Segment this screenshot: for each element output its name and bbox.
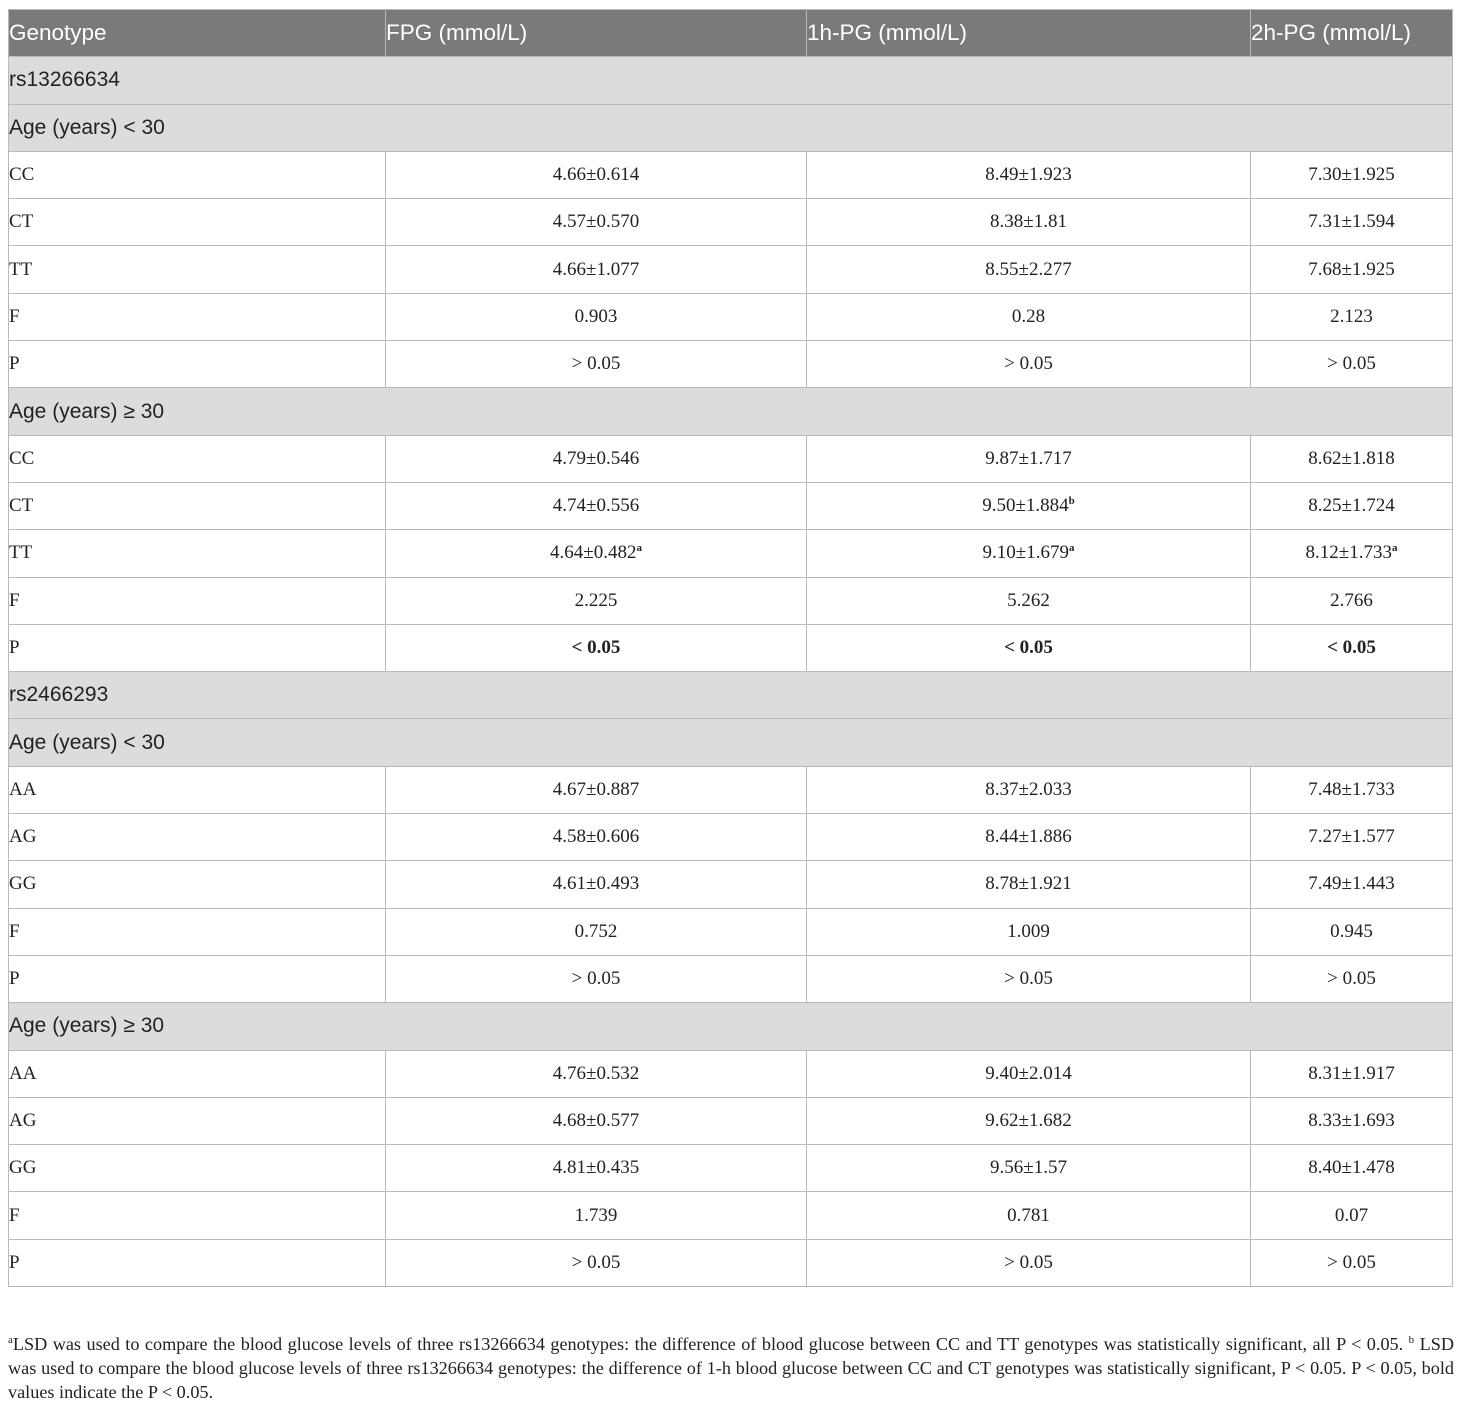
cell-value: > 0.05	[1004, 353, 1053, 375]
cell-value: 4.66±0.614	[552, 164, 640, 186]
cell-2h-pg	[1251, 861, 1453, 908]
table-row	[9, 577, 1453, 624]
row-label: P	[9, 1239, 386, 1286]
cell-value: 4.76±0.532	[552, 1062, 640, 1084]
cell-value: 9.50±1.884	[982, 495, 1069, 517]
cell-value: 2.225	[574, 589, 618, 611]
cell-value: 8.62±1.818	[1308, 447, 1395, 469]
cell-2h-pg	[1251, 955, 1453, 1002]
age-subgroup-row	[9, 1003, 1453, 1050]
table-row	[9, 1239, 1453, 1286]
cell-1h-pg	[807, 199, 1251, 246]
cell-fpg	[386, 1145, 807, 1192]
cell-value: 8.49±1.923	[985, 164, 1072, 186]
table-row	[9, 814, 1453, 861]
cell-2h-pg	[1251, 1050, 1453, 1097]
cell-value: 8.31±1.917	[1308, 1062, 1395, 1084]
cell-fpg	[386, 955, 807, 1002]
row-label: AG	[9, 1097, 386, 1144]
cell-fpg	[386, 341, 807, 388]
table-row	[9, 151, 1453, 198]
table-footnote	[8, 1332, 1454, 1404]
cell-value: 7.30±1.925	[1308, 164, 1395, 186]
snp-section-row	[9, 57, 1453, 104]
table-row	[9, 766, 1453, 813]
cell-value: 2.123	[1330, 305, 1373, 327]
cell-1h-pg	[807, 1050, 1251, 1097]
cell-value: 8.55±2.277	[985, 258, 1072, 280]
cell-value: 0.07	[1334, 1204, 1369, 1226]
footnote-marker-a: a	[8, 1334, 13, 1346]
cell-value: 0.903	[574, 305, 618, 327]
table-row	[9, 908, 1453, 955]
cell-value: 8.33±1.693	[1308, 1109, 1395, 1131]
row-label: GG	[9, 1145, 386, 1192]
cell-2h-pg	[1251, 1239, 1453, 1286]
cell-value: 9.62±1.682	[985, 1109, 1072, 1131]
footnote-a-text: LSD was used to compare the blood glucose levels of three rs13266634 genotypes: the difference of blood glucose between CC and TT genotypes was statistically significant, all P < 0.05.	[12, 1334, 1409, 1354]
table-row	[9, 1050, 1453, 1097]
table-row	[9, 1145, 1453, 1192]
cell-value: 0.752	[574, 920, 618, 942]
cell-value: 7.31±1.594	[1308, 211, 1395, 233]
cell-value: < 0.05	[1327, 637, 1376, 658]
cell-value: < 0.05	[571, 637, 621, 658]
cell-value: 0.781	[1007, 1204, 1050, 1226]
table-row	[9, 246, 1453, 293]
cell-2h-pg	[1251, 341, 1453, 388]
row-label: F	[9, 293, 386, 340]
row-label: AA	[9, 1050, 386, 1097]
row-label: F	[9, 577, 386, 624]
cell-fpg	[386, 1050, 807, 1097]
row-label: P	[9, 341, 386, 388]
cell-value: > 0.05	[571, 353, 621, 375]
footnote-marker-b: b	[1408, 1334, 1415, 1346]
cell-2h-pg	[1251, 530, 1453, 577]
cell-value: 7.49±1.443	[1308, 873, 1395, 895]
age-subgroup-row	[9, 388, 1453, 435]
table-header-row	[9, 10, 1453, 57]
cell-value: 4.67±0.887	[552, 778, 640, 800]
table-row	[9, 435, 1453, 482]
table-row	[9, 293, 1453, 340]
cell-value: > 0.05	[1004, 968, 1053, 990]
cell-value: 4.74±0.556	[552, 495, 640, 517]
header-fpg: FPG (mmol/L)	[386, 10, 807, 57]
age-subgroup-label: Age (years) ≥ 30	[9, 1003, 1453, 1050]
row-label: P	[9, 955, 386, 1002]
footnote-marker: a	[1391, 542, 1398, 555]
cell-value: > 0.05	[571, 968, 621, 990]
cell-value: > 0.05	[571, 1251, 621, 1273]
footnote-b-text: LSD was used to compare the blood glucose levels of three rs13266634 genotypes: the difference of 1-h blood glucose between CC and CT genotypes was statistically significant, P < 0.05. P < 0.05, bold values indicate the P < 0.05.	[8, 1334, 1454, 1402]
row-label: CT	[9, 199, 386, 246]
row-label: F	[9, 908, 386, 955]
age-subgroup-label: Age (years) ≥ 30	[9, 388, 1453, 435]
row-label: P	[9, 624, 386, 671]
row-label: CC	[9, 151, 386, 198]
cell-fpg	[386, 577, 807, 624]
cell-value: 4.61±0.493	[552, 873, 640, 895]
cell-1h-pg	[807, 814, 1251, 861]
row-label: TT	[9, 530, 386, 577]
snp-label: rs13266634	[9, 57, 1453, 104]
cell-1h-pg	[807, 151, 1251, 198]
snp-label: rs2466293	[9, 672, 1453, 719]
cell-value: 7.68±1.925	[1308, 258, 1395, 280]
cell-value: 1.739	[574, 1204, 618, 1226]
cell-value: 8.25±1.724	[1308, 495, 1395, 517]
cell-value: 9.40±2.014	[985, 1062, 1072, 1084]
cell-value: 4.64±0.482	[550, 542, 637, 564]
cell-value: 8.44±1.886	[985, 826, 1072, 848]
cell-1h-pg	[807, 861, 1251, 908]
cell-fpg	[386, 1239, 807, 1286]
cell-1h-pg	[807, 908, 1251, 955]
cell-value: > 0.05	[1327, 1251, 1376, 1273]
cell-2h-pg	[1251, 151, 1453, 198]
cell-value: 5.262	[1007, 589, 1050, 611]
cell-1h-pg	[807, 530, 1251, 577]
age-subgroup-label: Age (years) < 30	[9, 719, 1453, 766]
cell-1h-pg	[807, 1097, 1251, 1144]
row-label: CC	[9, 435, 386, 482]
cell-fpg	[386, 908, 807, 955]
cell-2h-pg	[1251, 624, 1453, 671]
row-label: AA	[9, 766, 386, 813]
cell-value: 8.78±1.921	[985, 873, 1072, 895]
cell-fpg	[386, 861, 807, 908]
table-row	[9, 341, 1453, 388]
cell-2h-pg	[1251, 1145, 1453, 1192]
row-label: F	[9, 1192, 386, 1239]
table-row	[9, 1192, 1453, 1239]
cell-value: 4.68±0.577	[552, 1109, 640, 1131]
cell-fpg	[386, 151, 807, 198]
cell-1h-pg	[807, 435, 1251, 482]
cell-1h-pg	[807, 341, 1251, 388]
header-genotype: Genotype	[9, 10, 386, 57]
age-subgroup-label: Age (years) < 30	[9, 104, 1453, 151]
cell-1h-pg	[807, 624, 1251, 671]
cell-1h-pg	[807, 577, 1251, 624]
cell-2h-pg	[1251, 577, 1453, 624]
table-row	[9, 199, 1453, 246]
table-row	[9, 482, 1453, 529]
cell-value: 1.009	[1007, 920, 1050, 942]
cell-fpg	[386, 624, 807, 671]
cell-2h-pg	[1251, 199, 1453, 246]
cell-value: 9.10±1.679	[982, 542, 1069, 564]
cell-value: < 0.05	[1004, 637, 1053, 658]
cell-value: 4.81±0.435	[552, 1157, 640, 1179]
cell-1h-pg	[807, 1192, 1251, 1239]
cell-2h-pg	[1251, 435, 1453, 482]
cell-1h-pg	[807, 482, 1251, 529]
cell-value: 4.79±0.546	[552, 447, 640, 469]
genotype-glucose-table	[8, 9, 1453, 1287]
cell-fpg	[386, 482, 807, 529]
header-1h-pg: 1h-PG (mmol/L)	[807, 10, 1251, 57]
cell-value: > 0.05	[1327, 968, 1376, 990]
cell-value: 2.766	[1330, 589, 1373, 611]
cell-fpg	[386, 530, 807, 577]
cell-value: 7.27±1.577	[1308, 826, 1395, 848]
cell-fpg	[386, 199, 807, 246]
cell-fpg	[386, 766, 807, 813]
cell-1h-pg	[807, 246, 1251, 293]
cell-value: 0.28	[1011, 305, 1046, 327]
table-row	[9, 955, 1453, 1002]
cell-1h-pg	[807, 955, 1251, 1002]
row-label: CT	[9, 482, 386, 529]
cell-1h-pg	[807, 1145, 1251, 1192]
table-row	[9, 1097, 1453, 1144]
cell-2h-pg	[1251, 246, 1453, 293]
cell-2h-pg	[1251, 814, 1453, 861]
cell-value: 4.66±1.077	[552, 258, 640, 280]
cell-value: 0.945	[1330, 920, 1373, 942]
row-label: GG	[9, 861, 386, 908]
cell-value: 9.56±1.57	[990, 1157, 1067, 1179]
cell-2h-pg	[1251, 482, 1453, 529]
table-row	[9, 861, 1453, 908]
cell-2h-pg	[1251, 908, 1453, 955]
cell-fpg	[386, 1097, 807, 1144]
age-subgroup-row	[9, 104, 1453, 151]
cell-1h-pg	[807, 766, 1251, 813]
cell-fpg	[386, 246, 807, 293]
cell-value: 4.57±0.570	[552, 211, 640, 233]
cell-value: 8.37±2.033	[985, 778, 1072, 800]
cell-fpg	[386, 435, 807, 482]
cell-fpg	[386, 814, 807, 861]
cell-value: > 0.05	[1004, 1251, 1053, 1273]
cell-value: 8.40±1.478	[1308, 1157, 1395, 1179]
footnote-marker: a	[1068, 542, 1075, 555]
cell-1h-pg	[807, 293, 1251, 340]
cell-2h-pg	[1251, 766, 1453, 813]
cell-2h-pg	[1251, 1192, 1453, 1239]
table-row	[9, 530, 1453, 577]
table-row	[9, 624, 1453, 671]
cell-fpg	[386, 293, 807, 340]
cell-fpg	[386, 1192, 807, 1239]
cell-2h-pg	[1251, 1097, 1453, 1144]
table-body	[9, 57, 1453, 1287]
cell-2h-pg	[1251, 293, 1453, 340]
cell-value: 8.12±1.733	[1305, 542, 1392, 564]
snp-section-row	[9, 672, 1453, 719]
footnote-marker: b	[1068, 495, 1075, 508]
header-2h-pg: 2h-PG (mmol/L)	[1251, 10, 1453, 57]
cell-value: 4.58±0.606	[552, 826, 640, 848]
age-subgroup-row	[9, 719, 1453, 766]
row-label: AG	[9, 814, 386, 861]
cell-1h-pg	[807, 1239, 1251, 1286]
cell-value: 8.38±1.81	[990, 211, 1067, 233]
row-label: TT	[9, 246, 386, 293]
cell-value: 9.87±1.717	[985, 447, 1072, 469]
cell-value: > 0.05	[1327, 353, 1376, 375]
cell-value: 7.48±1.733	[1308, 778, 1395, 800]
footnote-marker: a	[636, 542, 642, 555]
